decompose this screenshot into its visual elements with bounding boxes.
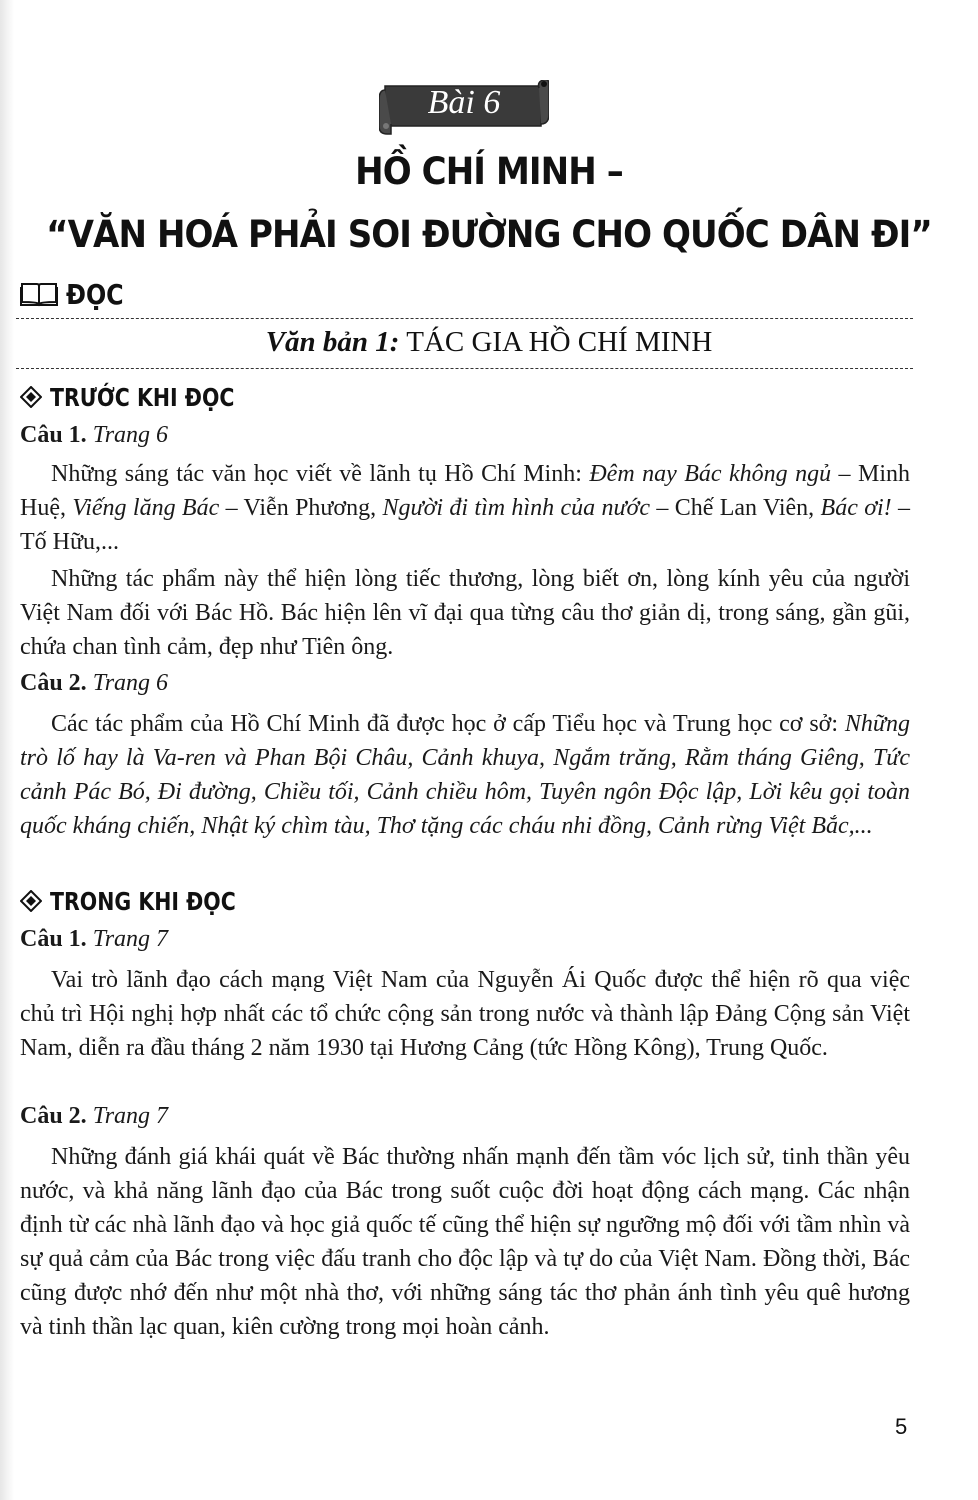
- text-title-label: Văn bản 1:: [265, 326, 400, 358]
- question-label: Câu 1.: [20, 926, 87, 952]
- text-title: [0, 326, 978, 359]
- italic-title-run: Những trò lố hay là Va-ren và Phan Bội Châu, Cảnh khuya, Ngắm trăng, Rằm tháng Giêng, Tức cảnh Pác Bó, Đi đường, Chiều tối, Cảnh chiều hôm, Tuyên ngôn Độc lập, Lời kêu gọi toàn quốc kháng chiến, Nhật ký chìm tàu, Thơ tặng các cháu nhi đồng, Cảnh rừng Việt Bắc,...: [20, 711, 910, 839]
- paragraph: [20, 562, 910, 664]
- lesson-badge: Bài 6: [427, 84, 501, 121]
- paragraph: [20, 457, 910, 559]
- question-page: Trang 7: [86, 1103, 169, 1129]
- reading-heading-text: ĐỌC: [66, 277, 124, 311]
- question-page: Trang 7: [86, 926, 169, 952]
- diamond-icon: [20, 386, 42, 408]
- page-edge-shadow: [0, 0, 14, 1500]
- question-label: Câu 2.: [20, 670, 87, 696]
- section-while-reading-text: TRONG KHI ĐỌC: [50, 886, 236, 916]
- paragraph: [20, 963, 910, 1065]
- question-heading: [20, 422, 168, 449]
- paragraph: [20, 1140, 910, 1344]
- text-run: Vai trò lãnh đạo cách mạng Việt Nam của Nguyễn Ái Quốc được thể hiện rõ qua việc chủ trì Hội nghị hợp nhất các tổ chức cộng sản trong nước và thành lập Đảng Cộng sản Việt Nam, diễn ra đầu tháng 2 năm 1930 tại Hương Cảng (tức Hồng Kông), Trung Quốc.: [20, 967, 910, 1061]
- section-before-reading-text: TRƯỚC KHI ĐỌC: [50, 382, 235, 412]
- text-title-name: TÁC GIA HỒ CHÍ MINH: [399, 326, 713, 358]
- section-while-reading: [20, 884, 277, 918]
- question-page: Trang 6: [86, 422, 169, 448]
- italic-title-run: Viếng lăng Bác: [72, 495, 220, 521]
- question-label: Câu 1.: [20, 422, 87, 448]
- italic-title-run: Bác ơi!: [820, 495, 892, 521]
- text-run: – Chế Lan Viên,: [650, 495, 821, 521]
- question-heading: [20, 670, 168, 697]
- italic-title-run: Đêm nay Bác không ngủ: [589, 461, 832, 487]
- text-run: Những tác phẩm này thể hiện lòng tiếc thương, lòng biết ơn, lòng kính yêu của người Việt Nam đối với Bác Hồ. Bác hiện lên vĩ đại qua từng câu thơ giản dị, trong sáng, gần gũi, chứa chan tình cảm, đẹp như Tiên ông.: [20, 566, 910, 660]
- question-label: Câu 2.: [20, 1103, 87, 1129]
- diamond-icon: [20, 890, 42, 912]
- question-heading: [20, 1103, 168, 1130]
- text-run: – Tố Hữu,...: [20, 495, 911, 555]
- divider-bottom: [16, 368, 913, 369]
- page-number: 5: [895, 1414, 908, 1439]
- question-page: Trang 6: [86, 670, 169, 696]
- text-run: Những sáng tác văn học viết về lãnh tụ Hồ Chí Minh:: [51, 461, 590, 487]
- text-run: – Minh Huệ,: [20, 461, 911, 521]
- text-run: Các tác phẩm của Hồ Chí Minh đã được học ở cấp Tiểu học và Trung học cơ sở:: [51, 711, 845, 737]
- reading-heading: [20, 274, 134, 314]
- divider-top: [16, 318, 913, 319]
- question-heading: [20, 926, 168, 953]
- text-run: Những đánh giá khái quát về Bác thường nhấn mạnh đến tầm vóc lịch sử, tinh thần yêu nước, và khả năng lãnh đạo của Bác trong suốt cuộc đời hoạt động cách mạng. Các nhận định từ các nhà lãnh đạo và học giả quốc tế cũng thể hiện sự ngưỡng mộ đối với tầm nhìn và sự quả cảm của Bác trong việc đấu tranh cho độc lập và tự do của Việt Nam. Đồng thời, Bác cũng được nhớ đến như một nhà thơ, với những sáng tác thơ phản ánh tình yêu quê hương và tinh thần lạc quan, kiên cường trong mọi hoàn cảnh.: [20, 1144, 910, 1340]
- text-run: – Viễn Phương,: [219, 495, 383, 521]
- lesson-banner: [379, 80, 549, 132]
- lesson-title-line1: HỒ CHÍ MINH –: [355, 150, 623, 193]
- section-before-reading: [20, 380, 275, 414]
- book-icon: [20, 281, 58, 307]
- lesson-title-line2: “VĂN HOÁ PHẢI SOI ĐƯỜNG CHO QUỐC DÂN ĐI”: [46, 213, 932, 256]
- paragraph: [20, 707, 910, 843]
- italic-title-run: Người đi tìm hình của nước: [382, 495, 651, 521]
